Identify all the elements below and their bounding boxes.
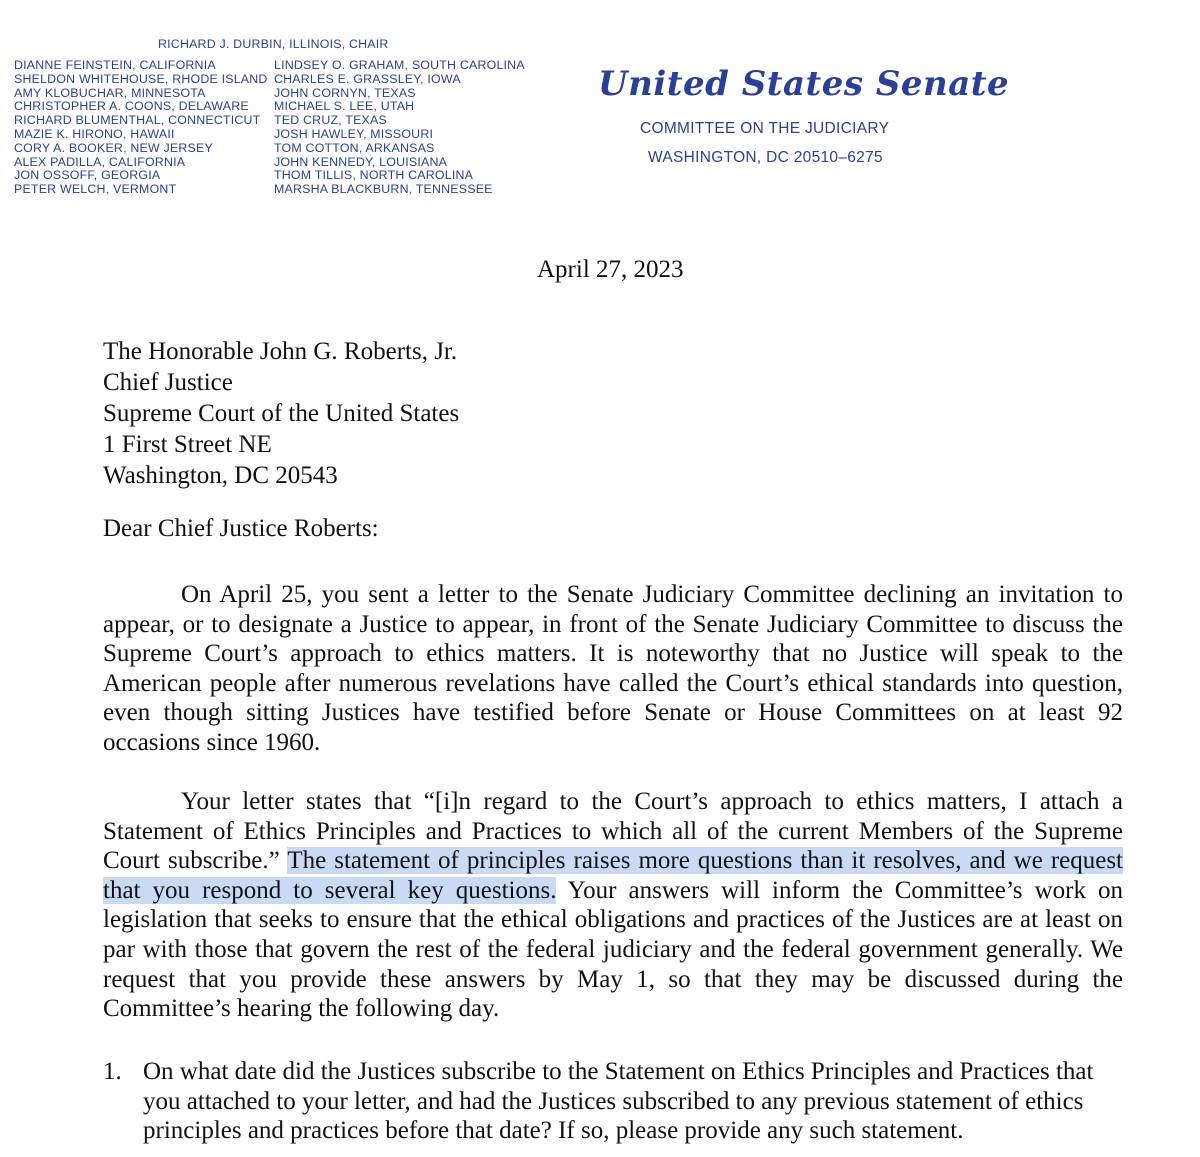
- member-name: JOHN KENNEDY, LOUISIANA: [274, 154, 448, 169]
- letterhead-title: United States Senate: [598, 64, 1010, 104]
- recipient-line: 1 First Street NE: [103, 431, 272, 458]
- member-name: TOM COTTON, ARKANSAS: [274, 140, 435, 155]
- recipient-line: The Honorable John G. Roberts, Jr.: [103, 338, 458, 365]
- body-paragraph-2: [103, 787, 1123, 1024]
- member-name: RICHARD BLUMENTHAL, CONNECTICUT: [14, 113, 261, 128]
- highlighted-text-selection[interactable]: The statement of principles raises more questions than it resolves, and we request that you respond to several key questions.: [103, 847, 1124, 904]
- member-name: JOSH HAWLEY, MISSOURI: [274, 126, 434, 141]
- member-name: JOHN CORNYN, TEXAS: [274, 85, 416, 100]
- salutation: Dear Chief Justice Roberts:: [103, 515, 379, 542]
- member-name: JON OSSOFF, GEORGIA: [14, 168, 161, 183]
- majority-members-list: [14, 59, 268, 197]
- committee-name: COMMITTEE ON THE JUDICIARY: [640, 120, 890, 137]
- minority-members-list: [274, 59, 525, 197]
- member-name: CHARLES E. GRASSLEY, IOWA: [274, 71, 461, 86]
- committee-address: WASHINGTON, DC 20510–6275: [648, 149, 883, 166]
- member-name: SHELDON WHITEHOUSE, RHODE ISLAND: [14, 71, 268, 86]
- member-name: TED CRUZ, TEXAS: [274, 113, 387, 128]
- member-name: PETER WELCH, VERMONT: [14, 182, 177, 197]
- member-name: CHRISTOPHER A. COONS, DELAWARE: [14, 99, 249, 114]
- paragraph-text: On April 25, you sent a letter to the Senate Judiciary Committee declining an invitation to appear, or to designate a Justice to appear, in front of the Senate Judiciary Committee to discuss the Supreme Court’s approach to ethics matters. It is noteworthy that no Justice will speak to the American people after numerous revelations have called the Court’s ethical standards into question, even though sitting Justices have testified before Senate or House Committees on at least 92 occasions since 1960.: [103, 581, 1123, 756]
- member-name: DIANNE FEINSTEIN, CALIFORNIA: [14, 58, 216, 72]
- recipient-line: Washington, DC 20543: [103, 462, 338, 489]
- body-paragraph-1: [103, 580, 1123, 758]
- question-list: [103, 1057, 1123, 1146]
- recipient-line: Chief Justice: [103, 369, 233, 396]
- member-name: MARSHA BLACKBURN, TENNESSEE: [274, 182, 493, 197]
- question-number: 1.: [103, 1058, 122, 1085]
- member-name: LINDSEY O. GRAHAM, SOUTH CAROLINA: [274, 58, 525, 72]
- recipient-address-block: [103, 336, 459, 491]
- member-name: ALEX PADILLA, CALIFORNIA: [14, 154, 186, 169]
- member-name: MICHAEL S. LEE, UTAH: [274, 99, 415, 114]
- paragraph-text-after: Your answers will inform the Committee’s work on legislation that seeks to ensure that the ethical obligations and practices of the Justices are at least on par with those that govern the rest of the federal judiciary and the federal government generally. We request that you provide these answers by May 1, so that they may be discussed during the Committee’s hearing the following day.: [103, 876, 1124, 1023]
- question-text: On what date did the Justices subscribe to the Statement on Ethics Principles and Practices that you attached to your letter, and had the Justices subscribed to any previous statement of ethics principles and practices before that date? If so, please provide any such statement.: [143, 1058, 1094, 1145]
- committee-chair: RICHARD J. DURBIN, ILLINOIS, CHAIR: [158, 37, 389, 51]
- member-name: AMY KLOBUCHAR, MINNESOTA: [14, 85, 206, 100]
- member-name: THOM TILLIS, NORTH CAROLINA: [274, 168, 474, 183]
- member-name: CORY A. BOOKER, NEW JERSEY: [14, 140, 213, 155]
- member-name: MAZIE K. HIRONO, HAWAII: [14, 126, 175, 141]
- letter-date: April 27, 2023: [537, 256, 684, 283]
- recipient-line: Supreme Court of the United States: [103, 400, 460, 427]
- paragraph-text-before: Your letter states that “[i]n regard to the Court’s approach to ethics matters, I attach a Statement of Ethics Principles and Practices to which all of the current Members of the Supreme Court subscribe.”: [103, 788, 1123, 875]
- list-item: [103, 1057, 1123, 1146]
